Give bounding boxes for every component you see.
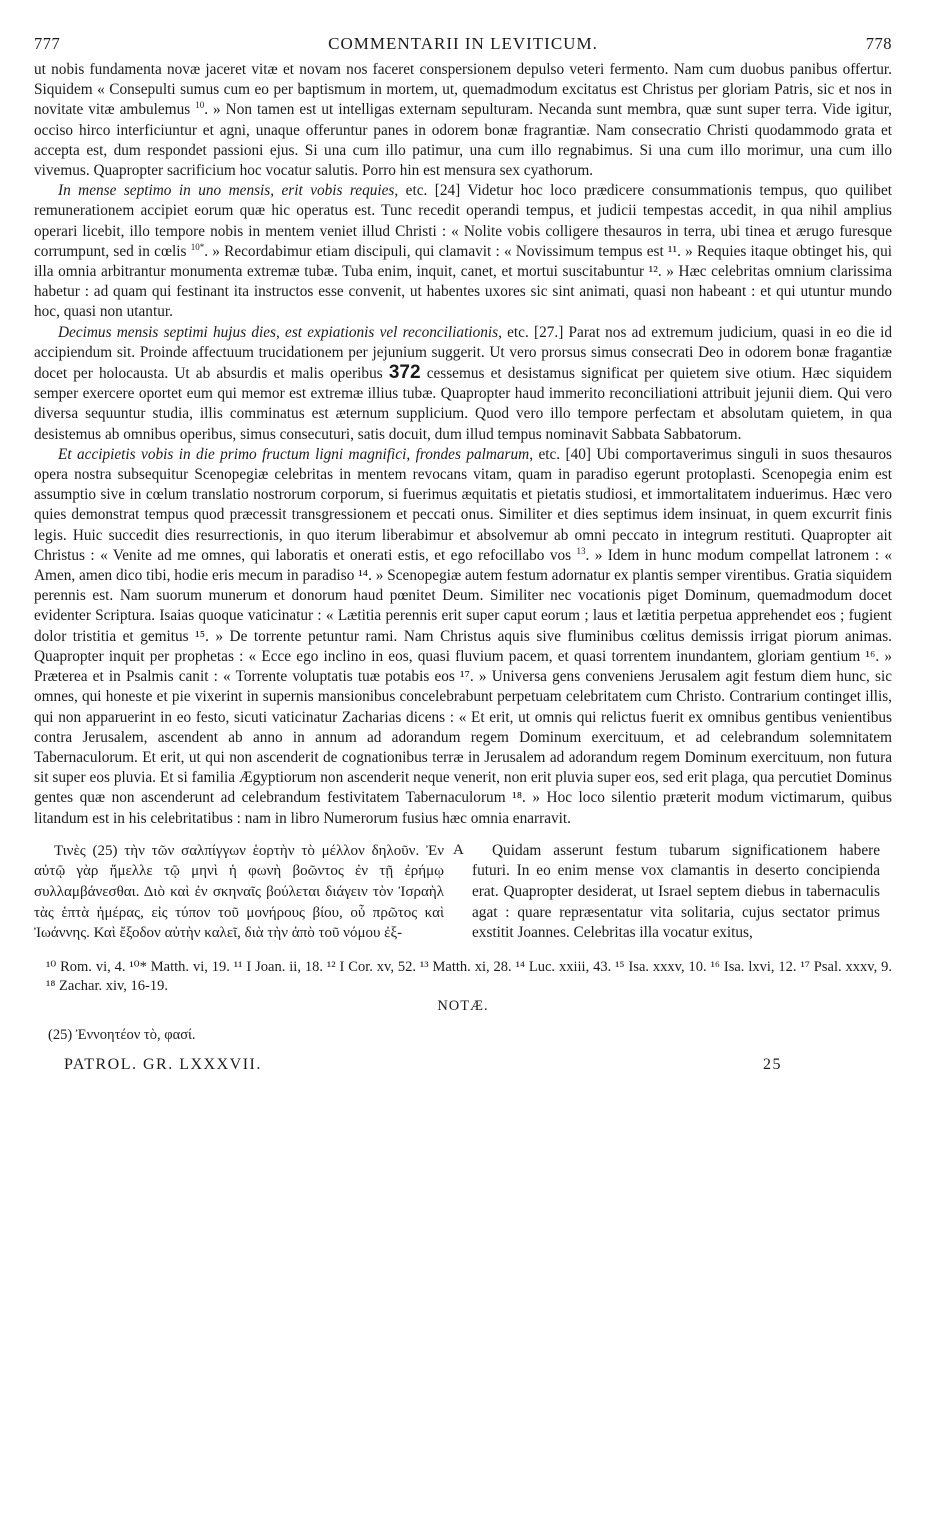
scripture-references: ¹⁰ Rom. vi, 4. ¹⁰* Matth. vi, 19. ¹¹ I Joan. ii, 18. ¹² I Cor. xv, 52. ¹³ Matth. xi, 28. ¹⁴ Luc. xxiii, 43. ¹⁵ Isa. xxxv, 10. ¹⁶ Isa. lxvi, 12. ¹⁷ Psal. xxxv, 9. ¹⁸ Zachar. xiv, 16-19. [46,958,892,994]
note-25: (25) Ἐννοητέον τὸ, φασί. [48,1026,196,1043]
footnote-ref: 10 [195,100,205,111]
left-page-number: 777 [34,34,61,53]
running-header [34,34,892,60]
lemma: Decimus mensis septimi hujus dies, est expiationis vel reconciliationis, [58,323,502,341]
paragraph-1: ut nobis fundamenta novæ jaceret vitæ et novam nos faceret conspersionem depulso veteri fermento. Nam cum duobus panibus offertur. Siquidem « Consepulti sumus cum eo per baptismum in mortem, ut, quemadmodum excitatus est Christus per gloriam Patris, sic et nos in novitate vitæ ambulemus $^{10}$. » Non tamen est ut intelligas externam sepulturam. Necanda sunt membra, quæ sunt super terra. Vide igitur, occiso hirco interficiuntur et agni, unaque offeruntur panes in odorem bonæ fragrantiæ. Nam consecratio Christi quodammodo grata et accepta est, dum respondet passioni ejus. Si una cum illo patimur, una cum illo regnabimus. Si una cum illo morimur, una cum illo vivemus. Quapropter sacrificium hoc vocatur salutis. Porro hin est mensura sex cyathorum. [34,61,892,180]
main-text [34,60,892,829]
column-marker: A [453,841,464,858]
footnote-ref: 13 [576,545,586,556]
greek-column: Τινὲς (25) τὴν τῶν σαλπίγγων ἑορτὴν τὸ μέλλον δηλοῦν. Ἐν αὐτῷ γὰρ ἤμελλε τῷ μηνὶ ἡ φωνὴ βοῶντος ἐν τῇ ἐρήμῳ συλλαμβάνεσθαι. Διὸ καὶ ἐν σκηναῖς βούλεται διάγειν τὸν Ἰσραὴλ τὰς ἑπτὰ ἡμέρας, εἰς τύπον τοῦ μονήρους βίου, οὗ πρῶτος καὶ Ἰωάννης. Καὶ ἔξοδον αὐτὴν καλεῖ, διὰ τὴν ἀπὸ τοῦ νόμου ἐξ- [34,842,444,942]
paragraph-3: Decimus mensis septimi hujus dies, est expiationis vel reconciliationis, etc. [27.] Parat nos ad extremum judicium, quasi in eo die id accipiendum sit. Proinde affectuum trucidationem per jejunium suggerit. Ut vero prorsus simus consecrati Deo in odorem bonæ fragantiæ docet per holocausta. Ut ab absurdis et malis operibus 372 cessemus et desistamus significat per quietem sive otium. Hæc siquidem semper exercere oportet eum qui memor est extremæ illius tubæ. Quapropter haud immerito reconciliationi attribuit jejunii diem. Qui vero diversa sequuntur studia, illis comminatus est æternum supplicium. Quod vero illo tempore perfectam et absolutam quietem, in qua desistemus ab omnibus operibus, simus consecuturi, satis docuit, dum illud tempus nominavit Sabbata Sabbatorum. [34,323,892,443]
notes-heading: NOTÆ. [437,997,489,1014]
footnote-ref: 10* [190,241,205,252]
signature-number: 25 [763,1055,782,1073]
column-number: 372 [388,362,421,384]
document-page [34,34,892,1074]
right-page-number: 778 [865,34,892,53]
lemma: Et accipietis vobis in die primo fructum ligni magnifici, frondes palmarum, [58,445,534,463]
parallel-columns [34,841,892,944]
paragraph-2: In mense septimo in uno mensis, erit vobis requies, etc. [24] Videtur hoc loco prædicere consummationis tempus, quo quilibet remunerationem accipiet eorum quæ hic operatus est. Tunc recedit operandi tempus, et judicii tempestas accedit, in qua nihil amplius operari licebit, illo tempore nobis in mentem veniet illud Christi : « Nolite vobis colligere thesauros in terra, ubi tinea et ærugo furesque corrumpunt, sed in cœlis $^{10*}$. » Recordabimur etiam discipuli, qui clamavit : « Novissimum tempus est ¹¹. » Requies itaque obtinget his, qui illa omnia arbitrantur monumenta extremæ tubæ. Tuba enim, inquit, canet, et mortui suscitabuntur ¹². » Hæc celebritas omnium clarissima habetur : ad quam qui festinant ita instructos esse convenit, ut habentes uxores sic sint animati, quasi non habeant : et qui utuntur mundo hoc, quasi non utantur. [34,182,892,321]
latin-column: Quidam asserunt festum tubarum significationem habere futuri. In eo enim mense vox clamantis in deserto concipienda erat. Quapropter desiderat, ut Israel septem diebus in tabernaculis agat : quare repræsentatur vita solitaria, cujus sectator primus exstitit Joannes. Celebritas illa vocatur exitus, [472,841,880,942]
paragraph-4: Et accipietis vobis in die primo fructum ligni magnifici, frondes palmarum, etc. [40] Ubi comportaverimus singuli in suos thesauros opera nostra subsequitur Scenopegiæ celebritas in mentem revocans vitam, quam in paradiso egerunt protoplasti. Scenopegia enim est assumptio sive in cœlum translatio nostrorum corporum, si fuerimus æquitatis et pietatis studiosi, et immortalitatem induerimus. Hæc vero quies demonstrat tempus quod præcessit transgressionem et peccati onus. Similiter et dies septimus idem insinuat, in quem excurrit finis legis. Huic succedit dies resurrectionis, in quo iterum liberabimur et absolvemur ab omni peccato in integrum restituti. Quapropter ait Christus : « Venite ad me omnes, qui laboratis et onerati estis, et ego refocillabo vos $^{13}$. » Idem in hunc modum compellat latronem : « Amen, amen dico tibi, hodie eris mecum in paradiso ¹⁴. » Scenopegiæ autem festum adornatur ex plantis semper virentibus. Gratia siquidem perennis est. Nam suorum munerum et donorum haud pœnitet Deum. Similiter nec vocationis piget Dominum, quemadmodum docet evidenter Scriptura. Isaias quoque vaticinatur : « Lætitia perennis erit super caput eorum ; laus et lætitia perpetua apprehendet eos ; fugient dolor tristitia et gemitus ¹⁵. » De torrente petuntur rami. Nam Christus aquis sive fluminibus cœlitus demissis irrigat piorum animas. Quapropter inquit per prophetas : « Ecce ego inclino in eos, quasi fluvium pacem, et quasi torrentem inundantem, gloriam gentium ¹⁶. » Præterea et in Psalmis canit : « Torrente voluptatis tuæ potabis eos ¹⁷. » Universa gens conveniens Jerusalem agit festum diem hunc, sic omnes, qui honeste et pie vixerint in supernis mansionibus concelebrabunt perpetuam celebritatem cum Christo. Contrarium continget illis, qui non apparuerint in eo festo, sicuti vaticinatur Zacharias dicens : « Et erit, ut omnis qui relictus fuerit ex omnibus gentibus venientibus contra Jerusalem, ascendent ab anno in annum ad adorandum regem Dominum exercituum, et ad celebrandum solemnitatem Tabernaculorum. Et erit, ut qui non ascenderit de cognationibus terræ in Jerusalem ad adorandum regem Dominum exercituum, non futura sit super eos pluvia. Et si familia Ægyptiorum non ascenderit neque venerit, non erit pluvia super eos, sed erit plaga, qua percutiet Dominus gentes quæ non ascenderunt ad celebrandum festivitatem Tabernaculorum ¹⁸. » Hoc loco silentio præterit modum victimarum, quibus litandum est in his celebritatibus : nam in libro Numerorum fusius hæc omnia enarravit. [34,445,893,827]
running-title: COMMENTARII IN LEVITICUM. [328,34,598,53]
page-footer [34,1056,892,1074]
series-label: PATROL. GR. LXXXVII. [64,1055,262,1073]
lemma: In mense septimo in uno mensis, erit vobis requies, [58,182,399,200]
